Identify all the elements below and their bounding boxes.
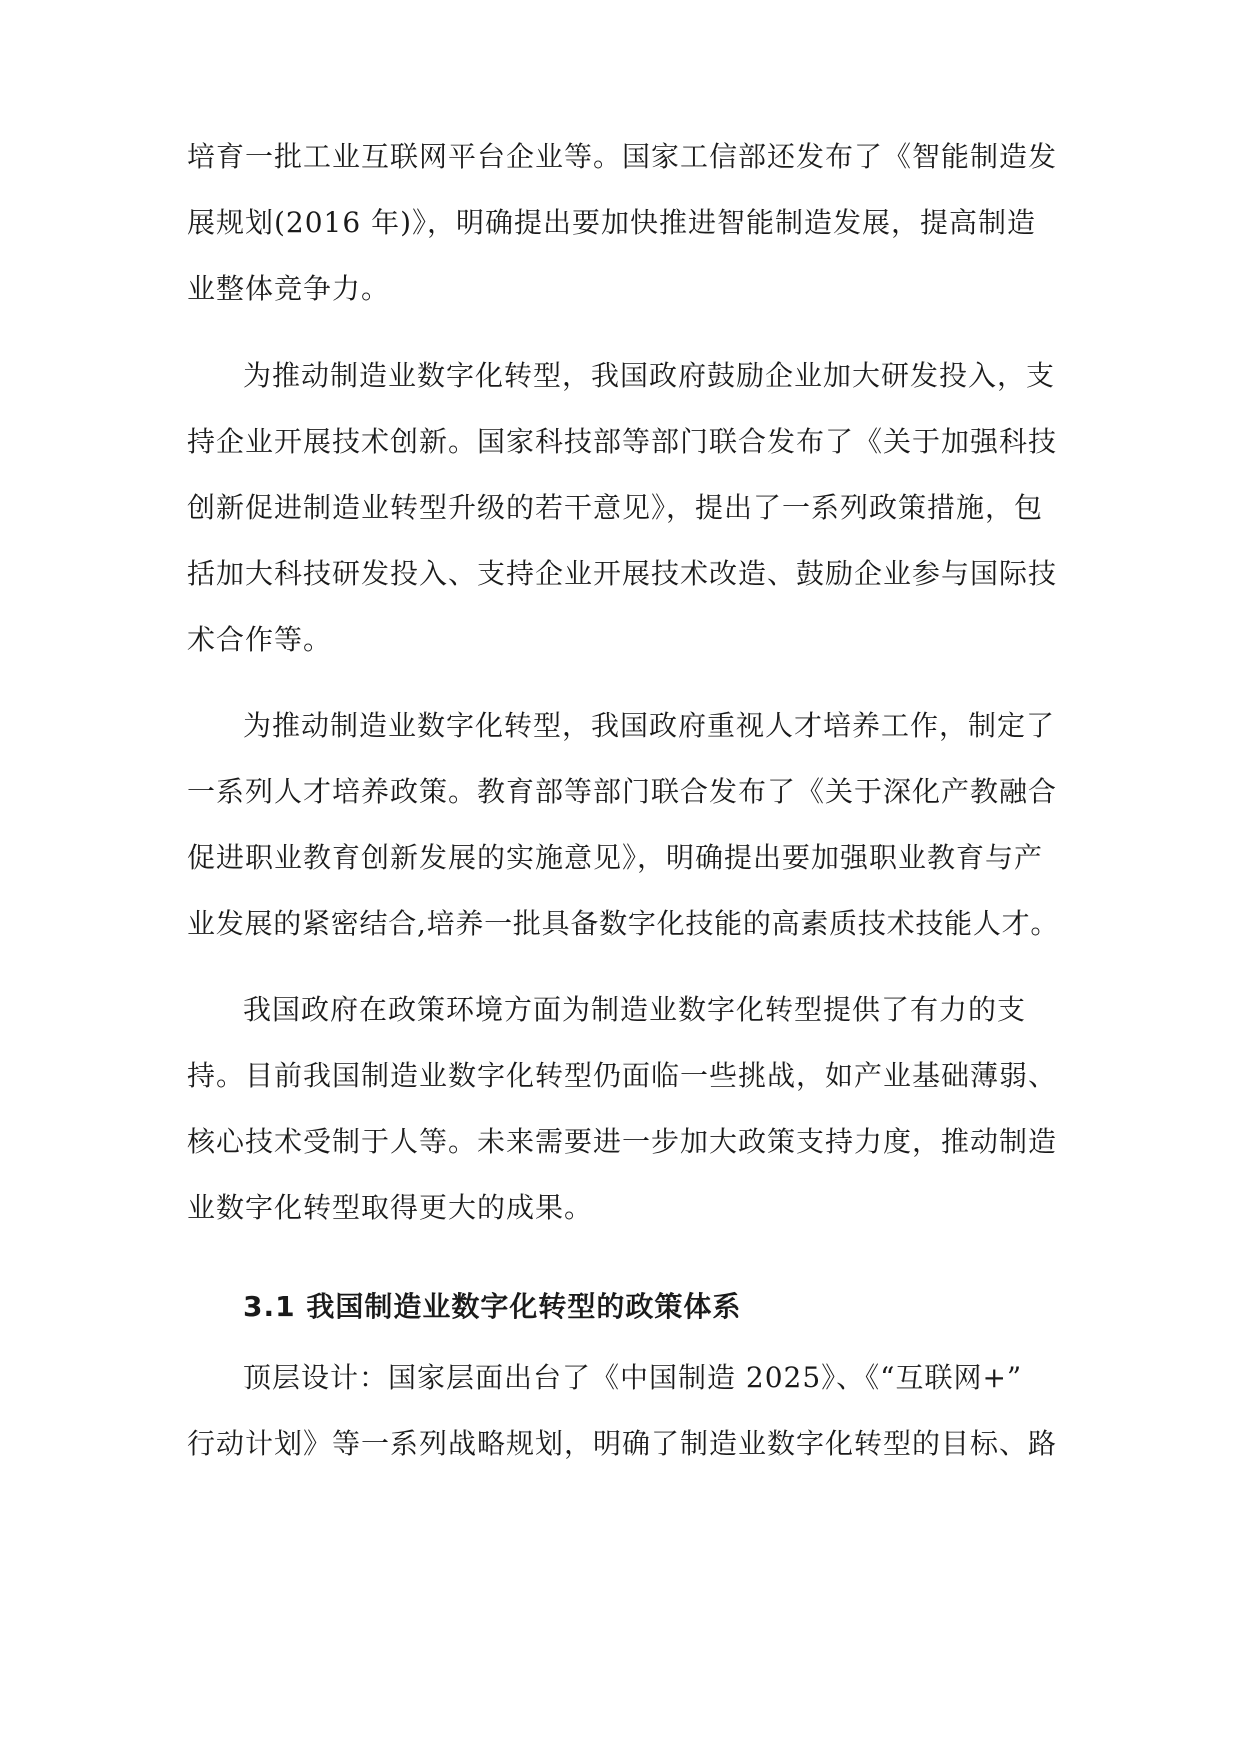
body-text-line: 创新促进制造业转型升级的若干意见》，提出了一系列政策措施，包: [187, 491, 1044, 524]
body-text-line: 展规划(2016 年)》，明确提出要加快推进智能制造发展，提高制造: [187, 206, 1037, 239]
body-text-line: 业整体竞争力。: [187, 272, 391, 305]
body-text-line: 术合作等。: [187, 623, 333, 656]
body-text-line: 业发展的紧密结合,培养一批具备数字化技能的高素质技术技能人才。: [187, 907, 1060, 940]
section-heading: 3.1 我国制造业数字化转型的政策体系: [243, 1290, 742, 1323]
body-text-line: 顶层设计：国家层面出台了《中国制造 2025》、《“互联网+”: [243, 1361, 1023, 1394]
body-text-line: 促进职业教育创新发展的实施意见》，明确提出要加强职业教育与产: [187, 841, 1044, 874]
body-text-line: 持企业开展技术创新。国家科技部等部门联合发布了《关于加强科技: [187, 425, 1058, 458]
body-text-line: 核心技术受制于人等。未来需要进一步加大政策支持力度，推动制造: [187, 1125, 1058, 1158]
body-text-line: 为推动制造业数字化转型，我国政府鼓励企业加大研发投入，支: [243, 359, 1056, 392]
body-text-line: 括加大科技研发投入、支持企业开展技术改造、鼓励企业参与国际技: [187, 557, 1058, 590]
body-text-line: 持。目前我国制造业数字化转型仍面临一些挑战，如产业基础薄弱、: [187, 1059, 1058, 1092]
body-text-line: 行动计划》等一系列战略规划，明确了制造业数字化转型的目标、路: [187, 1427, 1058, 1460]
body-text-line: 培育一批工业互联网平台企业等。国家工信部还发布了《智能制造发: [187, 140, 1058, 173]
body-text-line: 业数字化转型取得更大的成果。: [187, 1191, 594, 1224]
body-text-line: 我国政府在政策环境方面为制造业数字化转型提供了有力的支: [243, 993, 1027, 1026]
body-text-line: 一系列人才培养政策。教育部等部门联合发布了《关于深化产教融合: [187, 775, 1058, 808]
body-text-line: 为推动制造业数字化转型，我国政府重视人才培养工作，制定了: [243, 709, 1056, 742]
